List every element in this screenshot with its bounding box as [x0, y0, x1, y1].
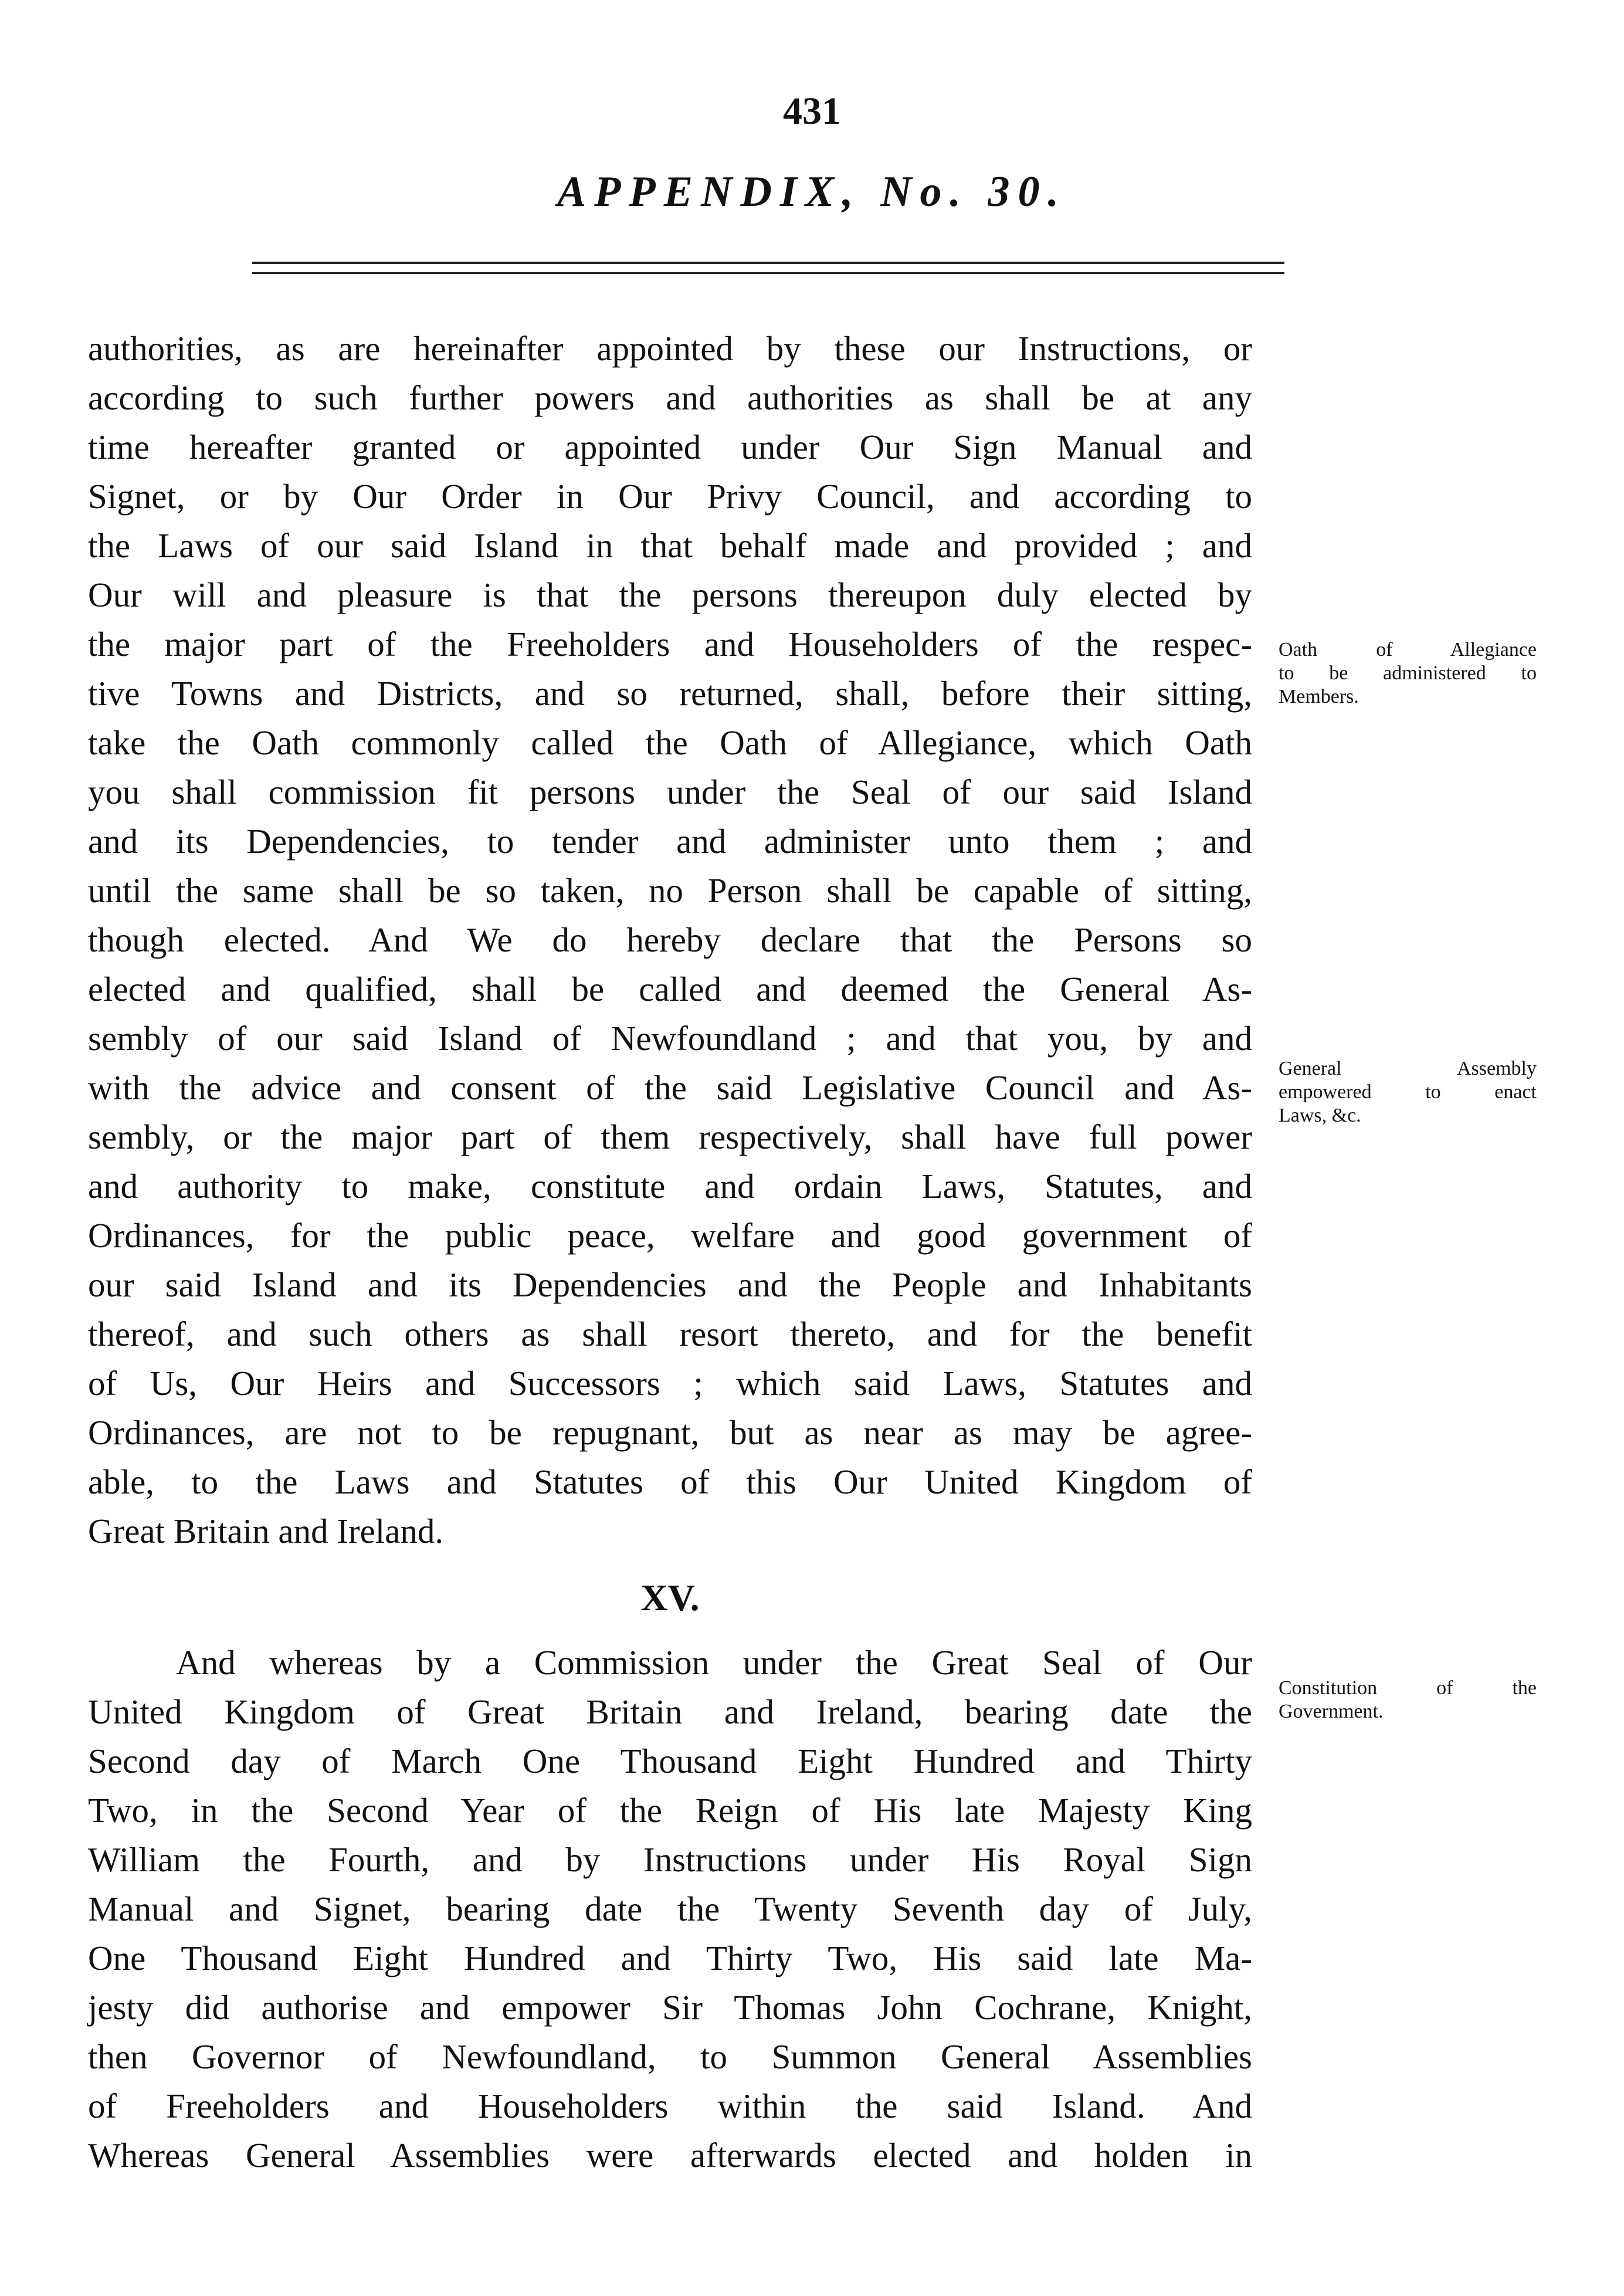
text-line: authorities, as are hereinafter appointed by these our Instructions, or — [88, 329, 1252, 368]
text-line: Two, in the Second Year of the Reign of His late Majesty King — [88, 1791, 1252, 1830]
text-line: thereof, and such others as shall resort thereto, and for the benefit — [88, 1315, 1252, 1353]
text-line: Second day of March One Thousand Eight Hundred and Thirty — [88, 1742, 1252, 1780]
running-head: APPENDIX, No. 30. — [557, 168, 1067, 216]
text-line: of Freeholders and Householders within the said Island. And — [88, 2087, 1252, 2125]
text-line: United Kingdom of Great Britain and Ireland, bearing date the — [88, 1692, 1252, 1731]
text-line: then Governor of Newfoundland, to Summon General Assemblies — [88, 2037, 1252, 2076]
marginal-note-line: Members. — [1279, 686, 1359, 707]
marginal-note-line: empowered to enact — [1279, 1081, 1537, 1103]
section-heading: XV. — [640, 1577, 700, 1618]
marginal-note-line: Government. — [1279, 1701, 1384, 1722]
text-line: the Laws of our said Island in that behalf made and provided ; and — [88, 526, 1252, 565]
marginal-note-line: Constitution of the — [1279, 1677, 1537, 1699]
text-line: until the same shall be so taken, no Person shall be capable of sitting, — [88, 871, 1252, 910]
text-line: time hereafter granted or appointed under Our Sign Manual and — [88, 428, 1252, 466]
text-line: One Thousand Eight Hundred and Thirty Two, His said late Ma- — [88, 1939, 1252, 1977]
text-line: our said Island and its Dependencies and the People and Inhabitants — [88, 1265, 1252, 1304]
marginal-note-line: to be administered to — [1279, 662, 1537, 684]
text-line: tive Towns and Districts, and so returned, shall, before their sitting, — [88, 674, 1252, 713]
page-number: 431 — [783, 90, 841, 133]
marginal-note-line: Oath of Allegiance — [1279, 639, 1537, 661]
paragraph-block-1 — [88, 324, 1252, 1556]
text-line: Manual and Signet, bearing date the Twenty Seventh day of July, — [88, 1889, 1252, 1928]
text-line: though elected. And We do hereby declare that the Persons so — [88, 920, 1252, 959]
text-line: able, to the Laws and Statutes of this Our United Kingdom of — [88, 1462, 1252, 1501]
text-line: jesty did authorise and empower Sir Thomas John Cochrane, Knight, — [88, 1988, 1252, 2027]
text-line: of Us, Our Heirs and Successors ; which said Laws, Statutes and — [88, 1364, 1252, 1403]
text-line: elected and qualified, shall be called and deemed the General As- — [88, 970, 1252, 1008]
text-line: the major part of the Freeholders and Householders of the respec- — [88, 625, 1252, 663]
text-line: you shall commission fit persons under the Seal of our said Island — [88, 773, 1252, 811]
text-line: And whereas by a Commission under the Great Seal of Our — [176, 1643, 1252, 1682]
marginal-note-line: General Assembly — [1279, 1058, 1537, 1079]
text-line: Whereas General Assemblies were afterwards elected and holden in — [88, 2136, 1252, 2175]
marginal-note-assembly — [1279, 1057, 1537, 1127]
header-rule — [252, 262, 1284, 274]
text-line: sembly of our said Island of Newfoundland ; and that you, by and — [88, 1019, 1252, 1058]
text-line: Ordinances, are not to be repugnant, but as near as may be agree- — [88, 1413, 1252, 1452]
text-line: with the advice and consent of the said Legislative Council and As- — [88, 1068, 1252, 1107]
marginal-note-oath — [1279, 638, 1537, 709]
text-line: Our will and pleasure is that the persons thereupon duly elected by — [88, 575, 1252, 614]
text-line: Signet, or by Our Order in Our Privy Council, and according to — [88, 477, 1252, 516]
marginal-note-constitution — [1279, 1677, 1537, 1723]
marginal-note-line: Laws, &c. — [1279, 1105, 1361, 1126]
text-line: sembly, or the major part of them respectively, shall have full power — [88, 1117, 1252, 1156]
text-line: and authority to make, constitute and ordain Laws, Statutes, and — [88, 1167, 1252, 1205]
text-line: Great Britain and Ireland. — [88, 1512, 444, 1550]
text-line: William the Fourth, and by Instructions under His Royal Sign — [88, 1840, 1252, 1879]
text-line: take the Oath commonly called the Oath of Allegiance, which Oath — [88, 723, 1252, 762]
text-line: and its Dependencies, to tender and administer unto them ; and — [88, 822, 1252, 861]
text-line: Ordinances, for the public peace, welfare and good government of — [88, 1216, 1252, 1255]
paragraph-block-2 — [88, 1638, 1252, 2180]
text-line: according to such further powers and authorities as shall be at any — [88, 378, 1252, 417]
